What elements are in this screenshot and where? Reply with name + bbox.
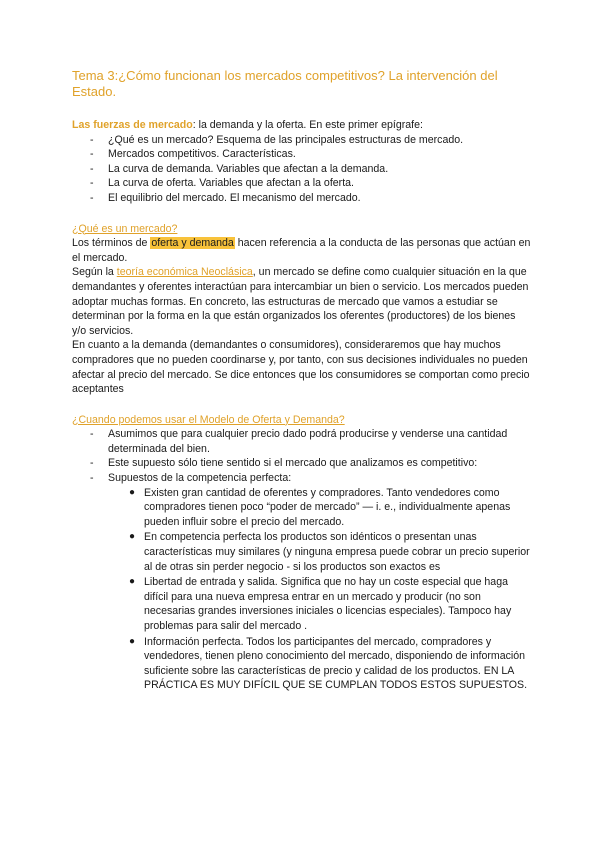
intro-rest: : la demanda y la oferta. En este primer epígrafe: (192, 119, 423, 131)
document-page (72, 68, 532, 694)
list-item: ● Libertad de entrada y salida. Significa que no hay un coste especial que haga difícil para una nueva empresa entrar en un mercado y producir (no son necesarias grandes inversiones iniciales o licencias especiales). Tampoco hay problemas para salir del mercado . (129, 576, 512, 632)
section-que-es-mercado (72, 222, 532, 397)
link-teoria-neoclasica[interactable]: teoría económica Neoclásica (116, 266, 253, 279)
section1-heading: ¿Qué es un mercado? (72, 222, 178, 235)
section-modelo-oferta-demanda (72, 413, 532, 693)
supuestos-list (72, 486, 532, 693)
intro-list (72, 133, 532, 206)
bullet-icon: ● (129, 576, 136, 588)
section1-paragraph-1: Los términos de oferta y demanda hacen referencia a la conducta de las personas que actúan en el mercado. (72, 237, 531, 264)
list-item: - La curva de oferta. Variables que afectan a la oferta. (90, 177, 354, 190)
highlight-oferta-demanda: oferta y demanda (151, 237, 234, 250)
list-item: ● Existen gran cantidad de oferentes y compradores. Tanto vendedores como compradores tienen poco “poder de mercado” — i. e., individualmente apenas pueden influir sobre el precio del mercado. (129, 486, 511, 528)
bullet-icon: ● (129, 486, 136, 498)
bullet-icon: ● (129, 531, 136, 543)
section2-heading: ¿Cuando podemos usar el Modelo de Oferta y Demanda? (72, 413, 345, 426)
list-item: - Supuestos de la competencia perfecta: (90, 472, 292, 485)
list-item: - Asumimos que para cualquier precio dado podrá producirse y venderse una cantidad determinada del bien. (90, 428, 508, 455)
list-item: - Este supuesto sólo tiene sentido si el mercado que analizamos es competitivo: (90, 457, 478, 470)
intro-lead: Las fuerzas de mercado (72, 119, 193, 131)
list-item: - El equilibrio del mercado. El mecanismo del mercado. (90, 191, 361, 204)
bullet-icon: ● (129, 635, 136, 647)
list-item: - Mercados competitivos. Características. (90, 148, 296, 161)
list-item: - ¿Qué es un mercado? Esquema de las principales estructuras de mercado. (90, 133, 464, 146)
section1-paragraph-2: Según la teoría económica Neoclásica, un mercado se define como cualquier situación en la que demandantes y oferentes interactúan para intercambiar un bien o servicio. Los mercados pueden adoptar muchas formas. En concreto, las estructuras de mercado que vamos a estudiar se determinan por la forma en la que están organizados los oferentes (productores) de los bienes y/o servicios. (72, 266, 529, 337)
list-item: ● Información perfecta. Todos los participantes del mercado, compradores y vendedores, tienen pleno conocimiento del mercado, disponiendo de información suficiente sobre las características de precio y calidad de los productos. EN LA PRÁCTICA ES MUY DIFÍCIL QUE SE CUMPLAN TODOS ESTOS SUPUESTOS. (129, 635, 528, 692)
list-item: - La curva de demanda. Variables que afectan a la demanda. (90, 162, 389, 175)
intro-paragraph (72, 118, 532, 133)
page-title: Tema 3:¿Cómo funcionan los mercados competitivos? La intervención del Estado. (72, 68, 498, 99)
section2-list (72, 427, 532, 485)
list-item: ● En competencia perfecta los productos son idénticos o presentan unas características muy similares (y ninguna empresa puede cobrar un precio superior al de otras sin perder negocio - si los productos son exactos es (129, 531, 530, 573)
section1-paragraph-3: En cuanto a la demanda (demandantes o consumidores), consideraremos que hay muchos compradores que no pueden coordinarse y, por tanto, con sus decisiones individuales no pueden afectar al precio del mercado. Se dice entonces que los consumidores se comportan como precio aceptantes (72, 339, 530, 396)
